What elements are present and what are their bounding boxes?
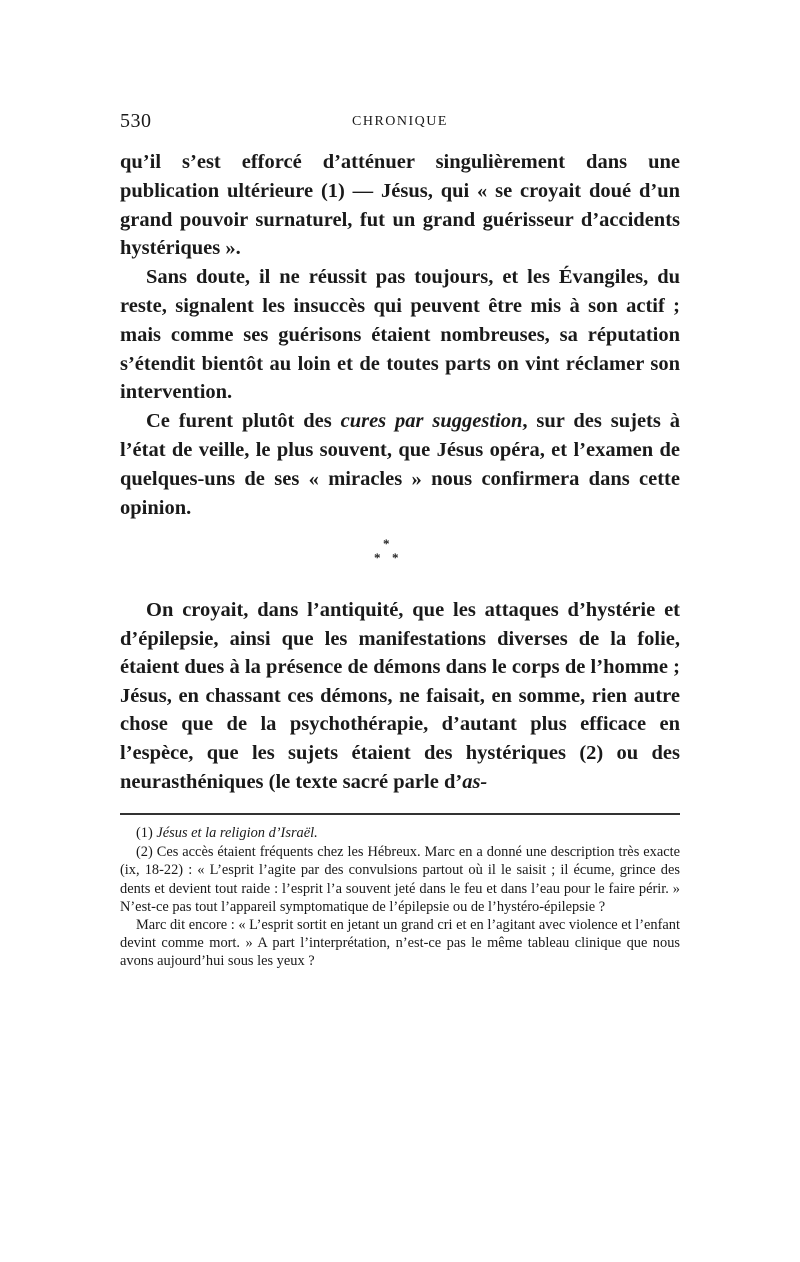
- page-header: [120, 110, 680, 140]
- footnotes: [120, 824, 680, 971]
- italic-phrase-cures: cures par suggestion: [340, 410, 523, 433]
- main-text-lower: [120, 596, 680, 796]
- asterism-star-left: *: [374, 550, 381, 565]
- section-asterism: [360, 532, 420, 572]
- footnote-1-marker: (1): [136, 825, 157, 841]
- asterism-star-top: *: [383, 536, 390, 551]
- paragraph-suggestion: [120, 407, 680, 522]
- page-number: 530: [120, 110, 152, 132]
- running-head: CHRONIQUE: [352, 114, 448, 129]
- asterism-star-right: *: [392, 550, 399, 565]
- footnote-2-continued: Marc dit encore : « L’esprit sortit en jetant un grand cri et en l’agitant avec violence et l’enfant devint comme mort. » A part l’interprétation, n’est-ce pas le même tableau clinique que nous avons aujourd’hui sous les yeux ?: [120, 917, 680, 970]
- footnote-1: [120, 824, 680, 842]
- italic-word-as: as-: [462, 770, 488, 793]
- paragraph-demons: [120, 596, 680, 796]
- main-text-upper: [120, 148, 680, 522]
- paragraph-demons-text: On croyait, dans l’antiquité, que les attaques d’hystérie et d’épilepsie, ainsi que les manifestations diverses de la folie, étaient dues à la présence de démons dans le corps de l’homme ; Jésus, en chassant ces démons, ne faisait, en somme, rien autre chose que de la psychothérapie, d’autant plus efficace en l’espèce, que les sujets étaient des hystériques (2) ou des neurasthéniques (le texte sacré parle d’: [120, 599, 680, 793]
- paragraph-continuation: qu’il s’est efforcé d’atténuer singulièrement dans une publication ultérieure (1) — Jésus, qui « se croyait doué d’un grand pouvoir surnaturel, fut un grand guérisseur d’accidents hystériques ».: [120, 151, 680, 260]
- footnote-2: (2) Ces accès étaient fréquents chez les Hébreux. Marc en a donné une description très exacte (ix, 18-22) : « L’esprit l’agite par des convulsions partout où il le saisit ; il écume, grince des dents et devient tout raide : l’esprit l’a souvent jeté dans le feu et dans l’eau pour le faire périr. » N’est-ce pas tout l’appareil symptomatique de l’épilepsie ou de l’hystéro-épilepsie ?: [120, 844, 680, 915]
- footnote-rule: [120, 813, 680, 815]
- footnote-1-title: Jésus et la religion d’Israël.: [156, 825, 318, 841]
- paragraph-suggestion-end: , sur des sujets à l’état de veille, le plus souvent, que Jésus opéra, et l’examen de quelques-uns de ses « miracles » nous confirmera dans cette opinion.: [120, 410, 680, 519]
- paragraph-evangiles: Sans doute, il ne réussit pas toujours, et les Évangiles, du reste, signalent les insuccès qui peuvent être mis à son actif ; mais comme ses guérisons étaient nombreuses, sa réputation s’étendit bientôt au loin et de toutes parts on vint réclamer son intervention.: [120, 266, 680, 404]
- paragraph-suggestion-start: Ce furent plutôt des: [146, 410, 341, 433]
